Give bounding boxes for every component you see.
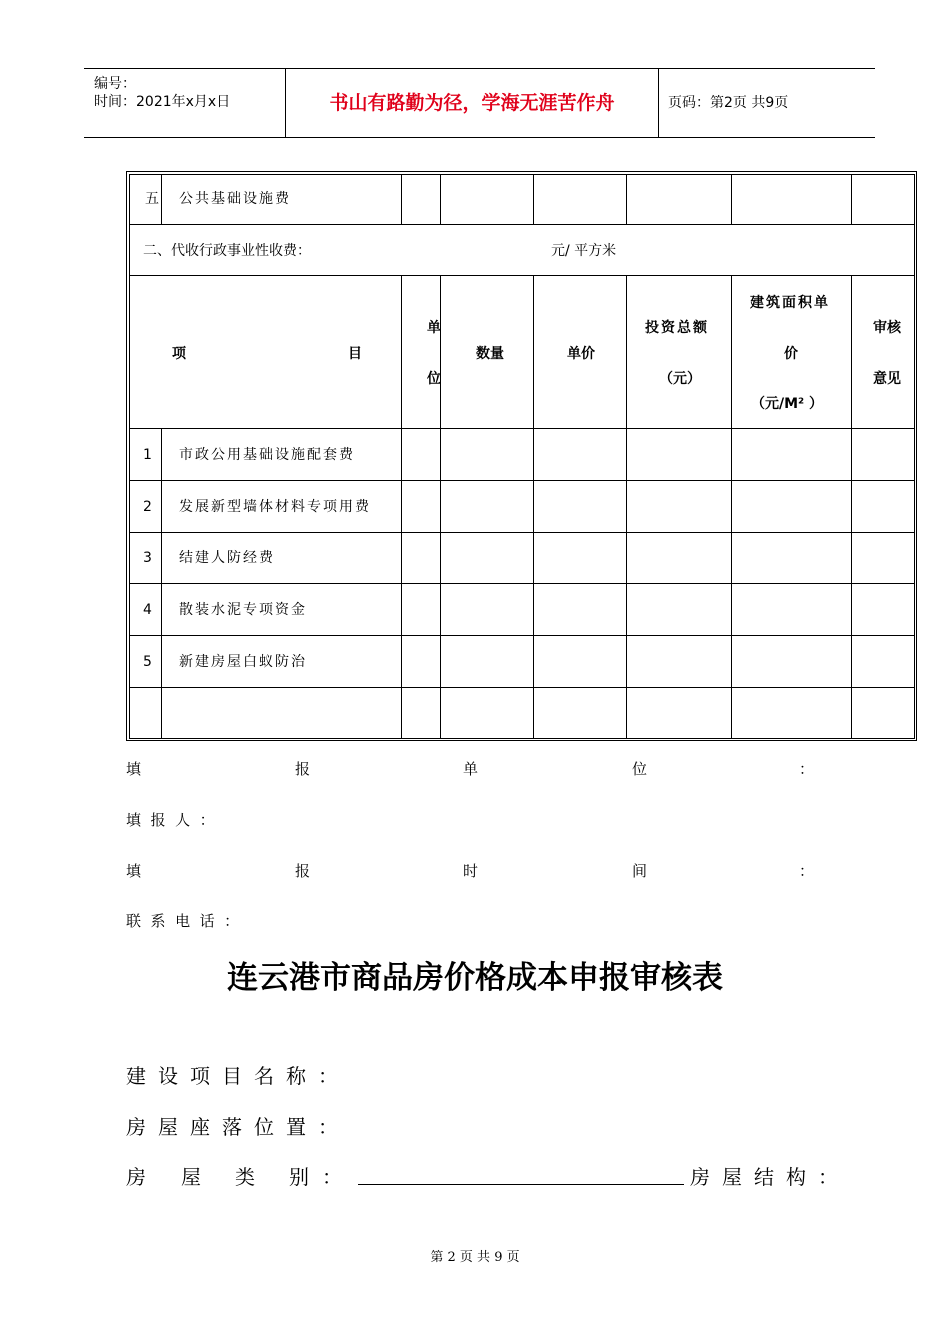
col-header-area-price: 价 [784,346,798,362]
row-line [129,480,915,481]
page-info: 页码：第2页 共9页 [668,95,789,111]
col-header-unit: 单 [427,320,441,336]
col-line [161,428,162,738]
fee-table [126,171,917,741]
inner-border [129,738,915,739]
row-line [129,635,915,636]
structure-label: 房屋结构： [690,1165,850,1189]
col-line [533,174,534,224]
col-line [161,174,162,224]
category-label: 别 [289,1165,309,1189]
header-meta [84,69,284,137]
row-line [129,224,915,225]
row-number: 4 [143,602,152,618]
col-header-review: 意见 [873,371,901,387]
row-label: 散装水泥专项资金 [179,602,307,618]
row-five-number: 五 [145,191,159,207]
row-line [129,532,915,533]
project-name-label: 建设项目名称： [126,1064,350,1088]
field-time: ： [799,862,815,880]
field-time: 填 [126,862,142,880]
col-header-unit: 位 [427,371,441,387]
inner-border [914,174,915,738]
field-unit: 报 [295,760,311,778]
col-line [440,174,441,224]
field-time: 时 [463,862,479,880]
inner-border [129,174,914,175]
field-time: 间 [632,862,648,880]
field-unit: 单 [463,760,479,778]
inner-border [129,174,130,738]
col-header-area-price: 建筑面积单 [750,295,830,311]
row-label: 新建房屋白蚁防治 [179,654,307,670]
col-line [401,428,402,738]
col-line [851,428,852,738]
col-header-investment: （元） [659,371,701,387]
col-header-item: 项 [172,346,186,362]
number-label: 编号： [94,76,136,92]
header-divider [658,69,659,137]
col-line [731,275,732,428]
section-two-unit: 元/ 平方米 [551,243,617,259]
field-phone: 联 系 电 话 ： [126,912,240,930]
col-header-quantity: 数量 [476,346,504,362]
category-underline [358,1184,684,1185]
category-label: 屋 [181,1165,201,1189]
header-slogan: 书山有路勤为径，学海无涯苦作舟 [329,92,615,114]
col-line [401,275,402,428]
col-header-item: 目 [348,346,362,362]
page-footer: 第 2 页 共 9 页 [430,1250,520,1265]
col-line [533,428,534,738]
field-unit: 位 [632,760,648,778]
col-line [533,275,534,428]
row-label: 发展新型墙体材料专项用费 [179,499,371,515]
field-unit: ： [799,760,815,778]
col-header-investment: 投资总额 [645,320,709,336]
col-header-area-price: （元/M² ） [751,396,824,412]
col-line [401,174,402,224]
col-header-review: 审核 [873,320,901,336]
row-five-label: 公共基础设施费 [179,191,291,207]
category-label: ： [322,1165,342,1189]
field-unit: 填 [126,760,142,778]
row-number: 1 [143,447,152,463]
category-label: 房 [126,1165,146,1189]
col-line [440,428,441,738]
section-two-label: 二、代收行政事业性收费： [143,243,311,259]
col-line [731,428,732,738]
col-line [851,275,852,428]
project-location-label: 房屋座落位置： [126,1115,350,1139]
row-number: 3 [143,550,152,566]
col-line [440,275,441,428]
row-label: 市政公用基础设施配套费 [179,447,355,463]
row-number: 2 [143,499,152,515]
col-line [731,174,732,224]
col-line [626,275,627,428]
category-label: 类 [235,1165,255,1189]
date-label: 时间：2021年x月x日 [94,94,231,110]
document-header [84,68,875,138]
col-line [626,174,627,224]
col-line [851,174,852,224]
col-header-unit-price: 单价 [567,346,595,362]
field-person: 填 报 人 ： [126,811,215,829]
col-line [626,428,627,738]
form-title: 连云港市商品房价格成本申报审核表 [227,960,723,996]
row-number: 5 [143,654,152,670]
field-time: 报 [295,862,311,880]
row-label: 结建人防经费 [179,550,275,566]
row-line [129,428,915,429]
row-line [129,687,915,688]
row-line [129,275,915,276]
row-line [129,583,915,584]
